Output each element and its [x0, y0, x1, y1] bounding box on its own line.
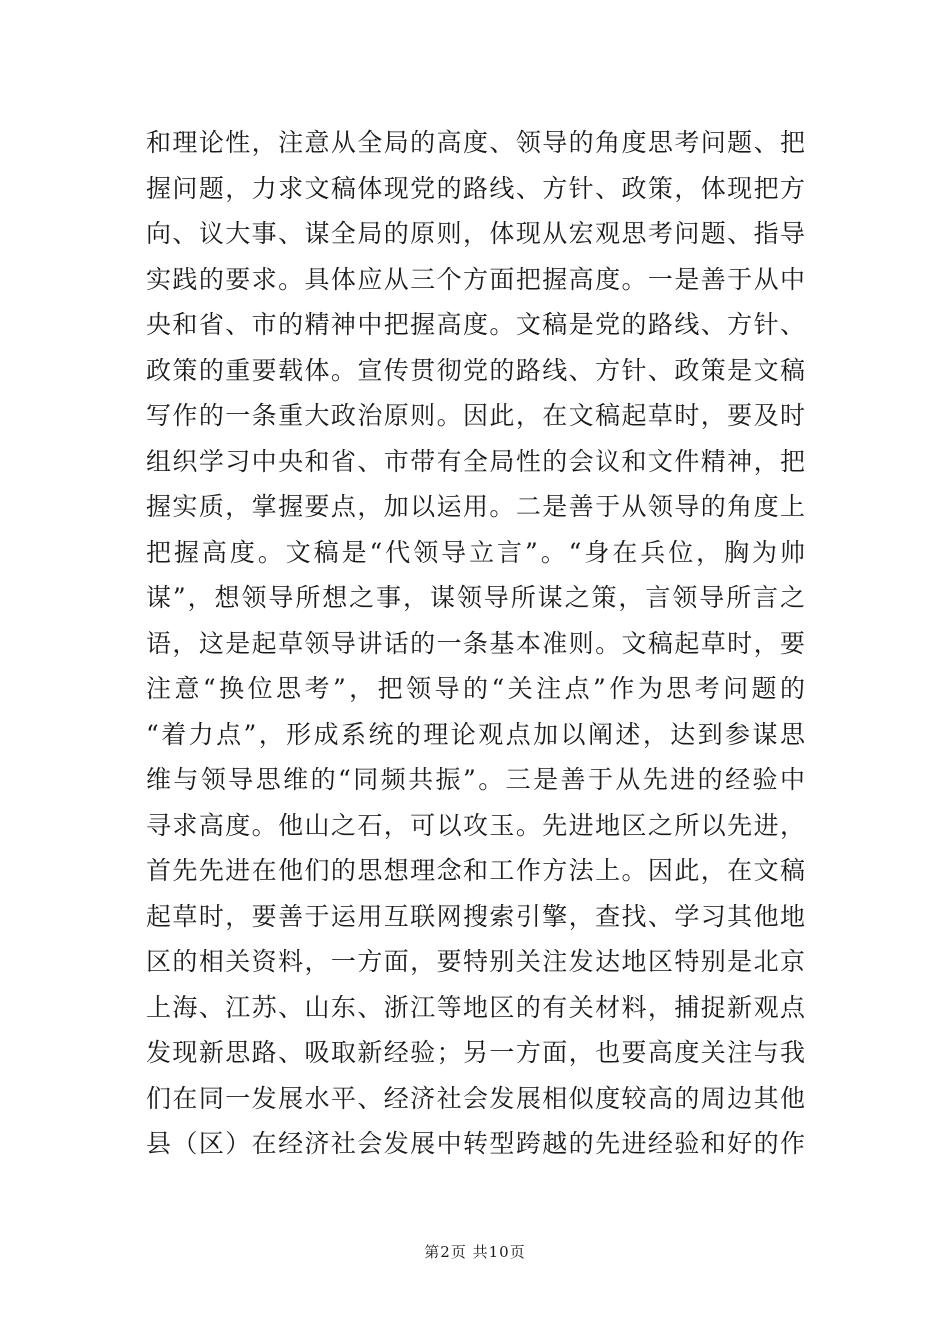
text-line: 谋”，想领导所想之事，谋领导所谋之策，言领导所言之	[146, 583, 806, 612]
text-line: 握问题，力求文稿体现党的路线、方针、政策，体现把方	[146, 173, 806, 203]
text-line: 们在同一发展水平、经济社会发展相似度较高的周边其他	[146, 1083, 806, 1113]
text-line: 把握高度。文稿是“代领导立言”。“身在兵位，胸为帅	[146, 537, 806, 567]
body-text	[146, 120, 806, 1167]
text-line: 央和省、市的精神中把握高度。文稿是党的路线、方针、	[146, 310, 806, 339]
text-line: 组织学习中央和省、市带有全局性的会议和文件精神，把	[146, 446, 806, 476]
text-line: 写作的一条重大政治原则。因此，在文稿起草时，要及时	[146, 401, 806, 430]
text-line: 上海、江苏、山东、浙江等地区的有关材料，捕捉新观点	[146, 992, 806, 1022]
text-line: 维与领导思维的“同频共振”。三是善于从先进的经验中	[146, 765, 806, 794]
text-line: 县（区）在经济社会发展中转型跨越的先进经验和好的作	[146, 1129, 806, 1158]
text-line: 语，这是起草领导讲话的一条基本准则。文稿起草时，要	[146, 628, 806, 658]
text-line: 实践的要求。具体应从三个方面把握高度。一是善于从中	[146, 264, 806, 294]
text-line: 发现新思路、吸取新经验；另一方面，也要高度关注与我	[146, 1038, 806, 1067]
text-line: 区的相关资料，一方面，要特别关注发达地区特别是北京	[146, 947, 806, 976]
text-line: 握实质，掌握要点，加以运用。二是善于从领导的角度上	[146, 492, 806, 521]
text-line: 政策的重要载体。宣传贯彻党的路线、方针、政策是文稿	[146, 355, 806, 385]
text-line: 起草时，要善于运用互联网搜索引擎，查找、学习其他地	[146, 901, 806, 931]
text-line: 注意“换位思考”，把领导的“关注点”作为思考问题的	[146, 674, 806, 703]
text-line: 和理论性，注意从全局的高度、领导的角度思考问题、把	[146, 128, 806, 157]
text-line: 向、议大事、谋全局的原则，体现从宏观思考问题、指导	[146, 219, 806, 248]
text-line: 寻求高度。他山之石，可以攻玉。先进地区之所以先进，	[146, 810, 806, 840]
page-number-footer: 第2页 共10页	[424, 1243, 526, 1261]
text-line: 首先先进在他们的思想理念和工作方法上。因此，在文稿	[146, 856, 806, 885]
text-line: “着力点”，形成系统的理论观点加以阐述，达到参谋思	[146, 719, 806, 749]
